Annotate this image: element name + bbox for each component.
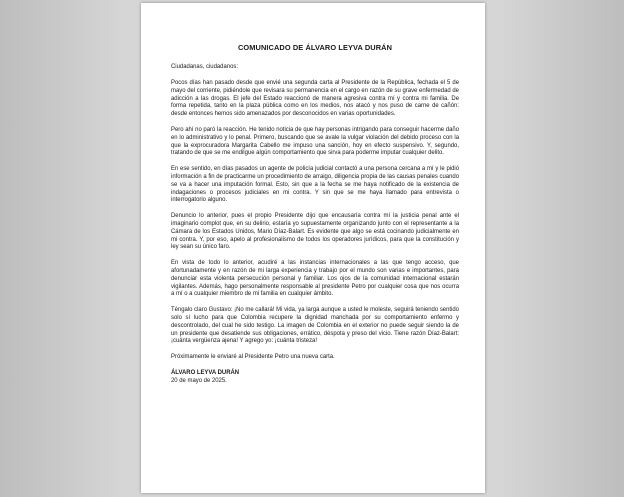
- signature-date: 20 de mayo de 2025.: [171, 377, 227, 384]
- signature-name: ÁLVARO LEYVA DURÁN: [171, 369, 240, 376]
- paragraph-5: En vista de todo lo anterior, acudiré a las instancias internacionales a las que tengo acceso, que afortunadamente y en razón de mi larga experiencia y trabajo por el mundo son varias e importantes, para denunciar esta violenta persecución personal y familiar. Los ojos de la comunidad internacional estarán vigilantes. Además, hago personalmente responsable al presidente Petro por cualquier cosa que nos ocurra a mí o a cualquier miembro de mi familia en cualquier ámbito.: [171, 260, 459, 298]
- salutation: Ciudadanas, ciudadanos:: [171, 64, 239, 70]
- document-title: COMUNICADO DE ÁLVARO LEYVA DURÁN: [237, 43, 393, 52]
- paragraph-4: Denuncio lo anterior, pues el propio Presidente dijo que encausaría contra mí la justicia penal ante el imaginario complot que, en su delirio, estaría yo supuestamente organizando junto con el representante a la Cámara de los Estados Unidos, Mario Díaz-Balart. Es evidente que algo se está cocinando judicialmente en mi contra. Y, por eso, apelo al profesionalismo de todos los operadores jurídicos, para que la constitución y ley sean su único faro.: [171, 213, 459, 251]
- paragraph-1: Pocos días han pasado desde que envié una segunda carta al Presidente de la República, fechada el 5 de mayo del corriente, pidiéndole que revisara su permanencia en el cargo en razón de su grave enfermedad de adicción a las drogas. El jefe del Estado reaccionó de manera agresiva contra mí y contra mi familia. De forma repetida, tanto en la plaza pública como en los medios, nos atacó y nos puso de carne de cañón: desde entonces hemos sido amenazados por desconocidos en varias oportunidades.: [171, 79, 459, 118]
- paragraph-6: Téngalo claro Gustavo: ¡No me callará! Mi vida, ya larga aunque a usted le moleste, seguirá teniendo sentido solo sí lucho para que Colombia recupere la dignidad manchada por su comportamiento enfermo y descontrolado, del cual he sido testigo. La imagen de Colombia en el exterior no puede seguir siendo la de un presidente que desatiende sus obligaciones, errático, déspota y preso del vicio. Tiene razón Díaz-Balart: ¡cuánta vergüenza ajena! Y agrego yo: ¡cuánta tristeza!: [171, 307, 459, 345]
- paragraph-7: Próximamente le enviaré al Presidente Petro una nueva carta.: [171, 354, 335, 361]
- document-page: [141, 3, 485, 493]
- paragraph-2: Pero ahí no paró la reacción. He tenido noticia de que hay personas intrigando para conseguir hacerme daño en lo administrativo y lo penal. Primero, buscando que se avale la vulgar violación del debido proceso con la que la exprocuradora Margarita Cabello me impuso una sanción, hoy en efecto suspensivo. Y, segundo, tratando de que se me endilgue algún comportamiento que sirva para poderme imputar cualquier delito.: [171, 126, 459, 157]
- paragraph-3: En ese sentido, en días pasados un agente de policía judicial contactó a una persona cercana a mí y le pidió información a fin de practicarme un procedimiento de arraigo, diligencia propia de las causas penales cuando se va a hacer una imputación formal. Esto, sin que a la fecha se me haya notificado de la existencia de indagaciones o procesos judiciales en mi contra. Y sin que se me haya llamado para entrevista o interrogatorio alguno.: [171, 166, 459, 204]
